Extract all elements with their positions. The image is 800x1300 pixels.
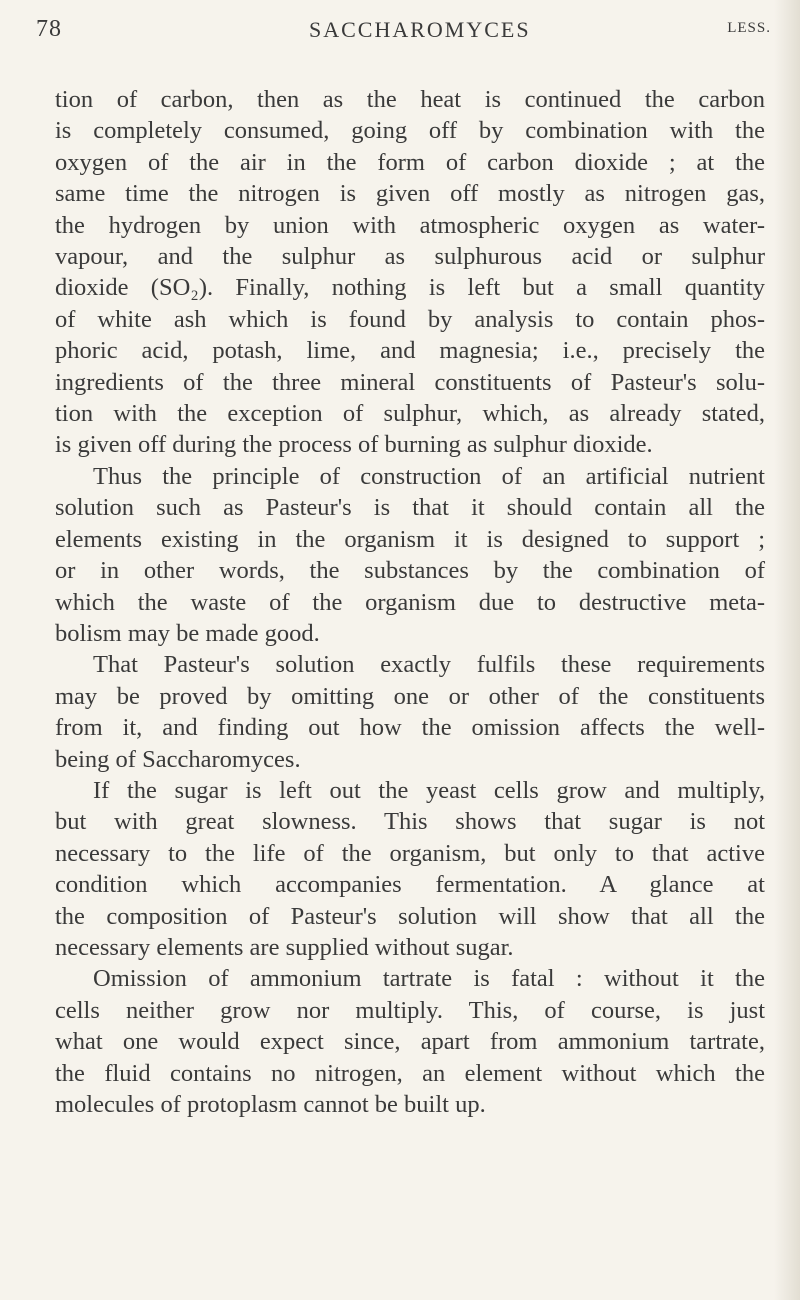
paragraph-5 [55,963,765,1120]
running-title: SACCHAROMYCES [309,17,531,42]
paragraph-3 [55,649,765,775]
text-line: necessary elements are supplied without sugar. [55,933,514,961]
text-line: the fluid contains no nitrogen, an element without which the [55,1059,765,1087]
text-line: the composition of Pasteur's solution will show that all the [55,902,765,930]
text-line: bolism may be made good. [55,619,320,647]
text-line: If the sugar is left out the yeast cells grow and multiply, [93,776,765,804]
text-line: being of Saccharomyces. [55,745,301,773]
text-line: dioxide (SO₂). Finally, nothing is left but a small quantity [55,274,765,302]
paragraph-4 [55,775,765,963]
body-text [55,84,765,1120]
text-line: oxygen of the air in the form of carbon dioxide ; at the [55,148,765,176]
page-edge-shadow [774,0,800,1300]
text-line: is given off during the process of burning as sulphur dioxide. [55,431,653,459]
text-line: tion of carbon, then as the heat is continued the carbon [55,86,765,113]
text-line: Thus the principle of construction of an artificial nutrient [93,462,765,490]
text-line: ingredients of the three mineral constituents of Pasteur's solu- [55,368,765,396]
text-line: which the waste of the organism due to destructive meta- [55,588,765,616]
text-line: solution such as Pasteur's is that it should contain all the [55,494,765,522]
text-line: or in other words, the substances by the combination of [55,557,765,585]
text-line: the hydrogen by union with atmospheric oxygen as water- [55,211,765,239]
text-line: what one would expect since, apart from ammonium tartrate, [55,1028,765,1056]
paragraph-1 [55,84,765,461]
page-number: 78 [36,16,62,42]
text-line: cells neither grow nor multiply. This, of course, is just [55,996,765,1024]
paragraph-2 [55,461,765,649]
running-section: LESS. [727,20,771,36]
text-line: elements existing in the organism it is designed to support ; [55,525,765,553]
text-line: That Pasteur's solution exactly fulfils these requirements [93,651,765,679]
text-line: Omission of ammonium tartrate is fatal : without it the [93,965,765,993]
text-line: same time the nitrogen is given off mostly as nitrogen gas, [55,180,765,208]
text-line: vapour, and the sulphur as sulphurous acid or sulphur [55,243,765,271]
text-line: phoric acid, potash, lime, and magnesia; i.e., precisely the [55,337,765,365]
text-line: condition which accompanies fermentation. A glance at [55,871,765,899]
text-line: but with great slowness. This shows that sugar is not [55,808,765,836]
text-line: molecules of protoplasm cannot be built up. [55,1091,486,1118]
text-line: from it, and finding out how the omission affects the well- [55,714,765,742]
text-line: necessary to the life of the organism, but only to that active [55,839,765,867]
text-line: is completely consumed, going off by combination with the [55,117,765,145]
text-line: of white ash which is found by analysis to contain phos- [55,305,765,333]
running-head [36,14,771,48]
text-line: tion with the exception of sulphur, which, as already stated, [55,400,765,428]
text-line: may be proved by omitting one or other of the constituents [55,682,765,710]
